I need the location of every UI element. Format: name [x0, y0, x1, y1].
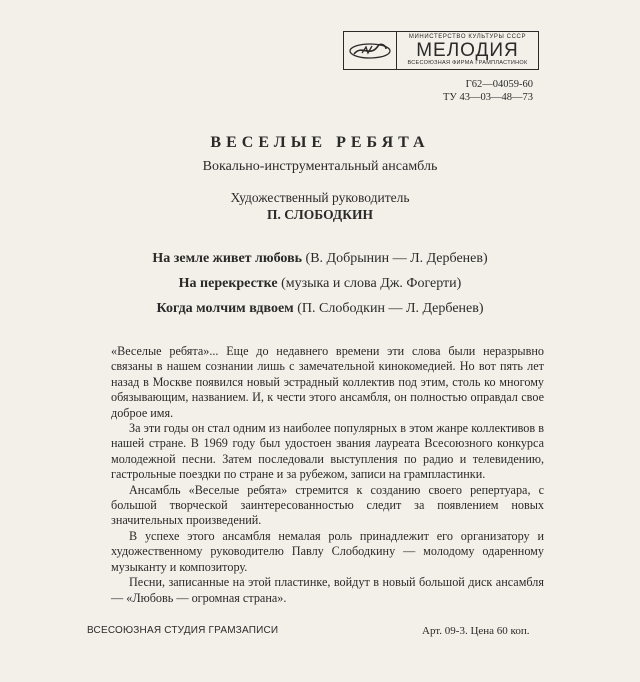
director-name: П. СЛОБОДКИН	[267, 207, 373, 222]
liner-paragraph: За эти годы он стал одним из наиболее популярных в этом жанре коллективов в нашей стране. В 1969 году был удостоен звания лауреата Всесоюзного конкурса молодежной песни. Затем последовали выступления по радио и телевидению, гастрольные поездки по стране и за рубежом, записи на грампластинки.	[111, 421, 544, 482]
liner-paragraph: «Веселые ребята»... Еще до недавнего времени эти слова были неразрывно связаны в нашем сознании лишь с замечательной кинокомедией. Но вот пять лет назад в Москве появился новый эстрадный коллектив под этим, столь ко многому обязывающим, названием. И, к чести этого ансамбля, он полностью оправдал свое доброе имя.	[111, 344, 544, 420]
catalog-code: Г62—04059-60	[465, 79, 533, 90]
track-item	[0, 296, 640, 321]
track-credits: (музыка и слова Дж. Фогерти)	[281, 276, 462, 291]
logo-ministry-line: МИНИСТЕРСТВО КУЛЬТУРЫ СССР	[408, 34, 527, 41]
track-item	[0, 246, 640, 271]
track-title: Когда молчим вдвоем	[156, 301, 294, 316]
price-info: Арт. 09-3. Цена 60 коп.	[422, 625, 530, 637]
track-title: На перекрестке	[178, 276, 278, 291]
melodiya-emblem-icon	[344, 32, 397, 69]
logo-name: МЕЛОДИЯ	[416, 40, 519, 62]
liner-paragraph: Песни, записанные на этой пластинке, войдут в новый большой диск ансамбля — «Любовь — огромная страна».	[111, 575, 544, 605]
track-credits: (П. Слободкин — Л. Дербенев)	[297, 301, 484, 316]
track-item	[0, 271, 640, 296]
track-credits: (В. Добрынин — Л. Дербенев)	[305, 251, 488, 266]
standard-code: ТУ 43—03—48—73	[443, 92, 533, 103]
ensemble-subtitle: Вокально-инструментальный ансамбль	[202, 159, 438, 174]
studio-name: ВСЕСОЮЗНАЯ СТУДИЯ ГРАМЗАПИСИ	[87, 625, 279, 636]
liner-notes	[111, 344, 544, 606]
catalog-codes	[430, 78, 533, 104]
director-label: Художественный руководитель	[230, 190, 410, 205]
liner-paragraph: Ансамбль «Веселые ребята» стремится к созданию своего репертуара, с большой творческой заинтересованностью следит за появлением новых значительных произведений.	[111, 482, 544, 528]
track-list	[0, 246, 640, 321]
track-title: На земле живет любовь	[152, 251, 303, 266]
liner-paragraph: В успехе этого ансамбля немалая роль принадлежит его организатору и художественному руководителю Павлу Слободкину — молодому одаренному музыканту и композитору.	[111, 528, 544, 574]
logo-firm-line: ВСЕСОЮЗНАЯ ФИРМА ГРАМПЛАСТИНОК	[407, 60, 528, 67]
melodiya-logo	[343, 31, 539, 70]
ensemble-title: ВЕСЕЛЫЕ РЕБЯТА	[210, 134, 430, 151]
